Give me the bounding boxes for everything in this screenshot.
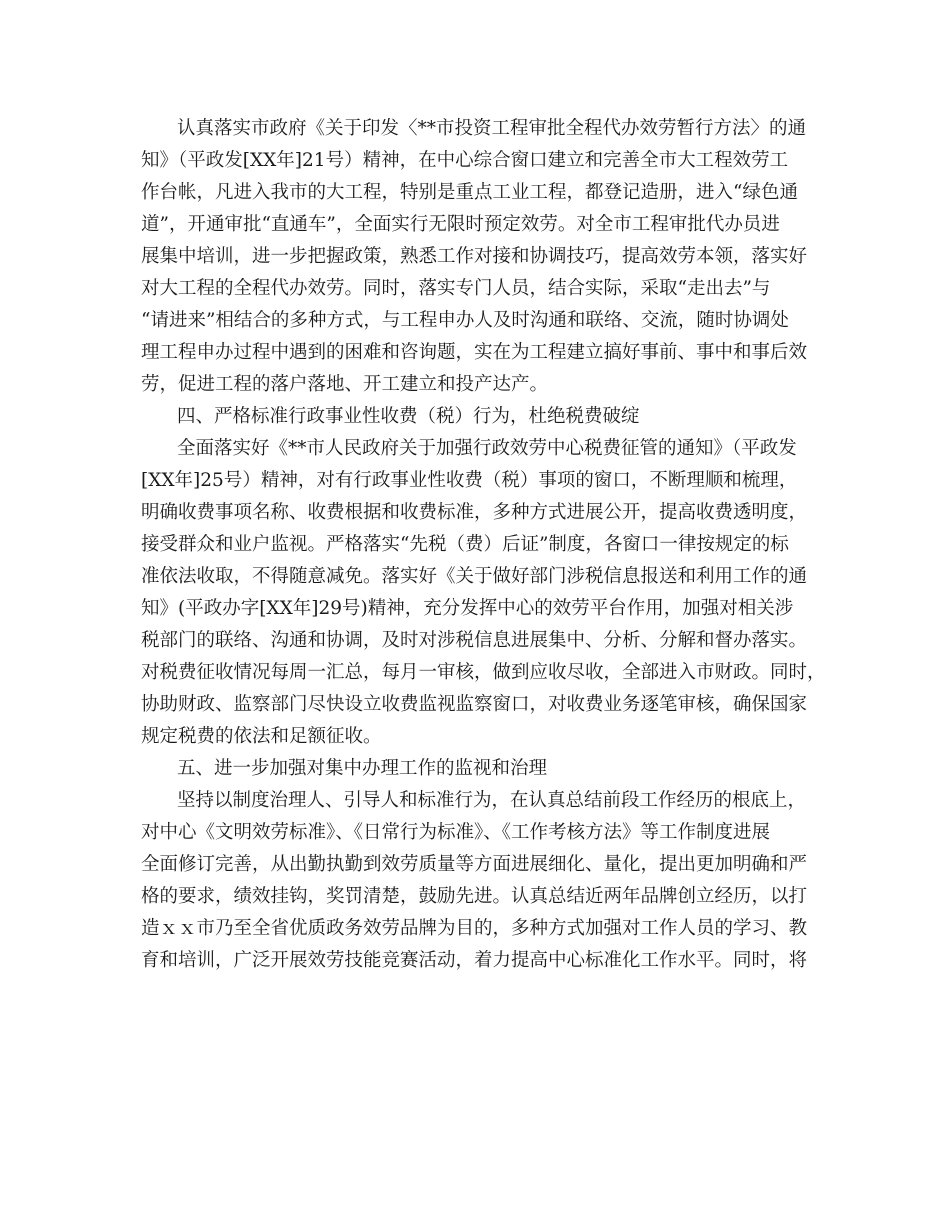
paragraph	[141, 113, 811, 401]
text-line: 育和培训，广泛开展效劳技能竞赛活动，着力提高中心标准化工作水平。同时，将	[141, 950, 808, 971]
text-line: 税部门的联络、沟通和协调，及时对涉税信息进展集中、分析、分解和督办落实。	[141, 630, 808, 651]
text-line: 知》（平政发[XX年]21号）精神，在中心综合窗口建立和完善全市大工程效劳工	[141, 150, 789, 171]
text-line: 准依法收取，不得随意减免。落实好《关于做好部门涉税信息报送和利用工作的通	[141, 566, 808, 587]
text-line: “请进来”相结合的多种方式，与工程申办人及时沟通和联络、交流，随时协调处	[141, 310, 789, 331]
document-body	[141, 113, 826, 977]
text-line: 明确收费事项名称、收费根据和收费标准，多种方式进展公开，提高收费透明度，	[141, 502, 808, 523]
text-line: 规定税费的依法和足额征收。	[141, 726, 382, 747]
text-line: [XX年]25号）精神，对有行政事业性收费（税）事项的窗口，不断理顺和梳理，	[141, 470, 798, 491]
heading-text: 五、进一步加强对集中办理工作的监视和治理	[177, 758, 548, 779]
text-line: 对税费征收情况每周一汇总，每月一审核，做到应收尽收，全部进入市财政。同时，	[141, 662, 826, 683]
text-line: 劳，促进工程的落户落地、开工建立和投产达产。	[141, 374, 549, 395]
paragraph	[141, 433, 826, 753]
text-line: 接受群众和业户监视。严格落实“先税（费）后证”制度，各窗口一律按规定的标	[141, 534, 789, 555]
text-line: 坚持以制度治理人、引导人和标准行为，在认真总结前段工作经历的根底上，	[177, 790, 807, 811]
text-line: 造ｘｘ市乃至全省优质政务效劳品牌为目的，多种方式加强对工作人员的学习、教	[141, 918, 808, 939]
text-line: 全面修订完善，从出勤执勤到效劳质量等方面进展细化、量化，提出更加明确和严	[141, 854, 808, 875]
text-line: 展集中培训，进一步把握政策，熟悉工作对接和协调技巧，提高效劳本领，落实好	[141, 246, 808, 267]
text-line: 理工程申办过程中遇到的困难和咨询题，实在为工程建立搞好事前、事中和事后效	[141, 342, 808, 363]
text-line: 格的要求，绩效挂钩，奖罚清楚，鼓励先进。认真总结近两年品牌创立经历，以打	[141, 886, 808, 907]
text-line: 作台帐，凡进入我市的大工程，特别是重点工业工程，都登记造册，进入“绿色通	[141, 182, 798, 203]
text-line: 对大工程的全程代办效劳。同时，落实专门人员，结合实际，采取“走出去”与	[141, 278, 771, 299]
text-line: 知》(平政办字[XX年]29号)精神，充分发挥中心的效劳平台作用，加强对相关涉	[141, 598, 794, 619]
heading-text: 四、严格标准行政事业性收费（税）行为，杜绝税费破绽	[177, 406, 640, 427]
text-line: 协助财政、监察部门尽快设立收费监视监察窗口，对收费业务逐笔审核，确保国家	[141, 694, 808, 715]
text-line: 全面落实好《**市人民政府关于加强行政效劳中心税费征管的通知》（平政发	[177, 438, 797, 459]
section-heading	[141, 753, 811, 785]
text-line: 道”，开通审批“直通车”，全面实行无限时预定效劳。对全市工程审批代办员进	[141, 214, 780, 235]
section-heading	[141, 401, 811, 433]
text-line: 对中心《文明效劳标准》、《日常行为标准》、《工作考核方法》等工作制度进展	[141, 822, 771, 843]
paragraph	[141, 785, 811, 977]
text-line: 认真落实市政府《关于印发〈**市投资工程审批全程代办效劳暂行方法〉的通	[177, 118, 807, 139]
